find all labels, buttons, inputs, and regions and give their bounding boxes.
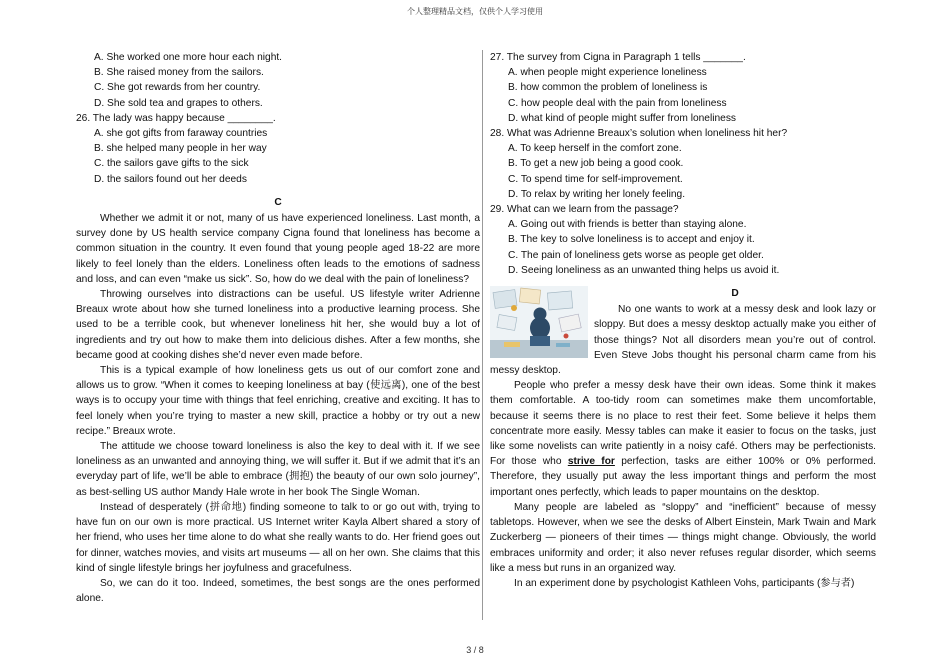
section-c-paragraph: Throwing ourselves into distractions can be useful. US lifestyle writer Adrienne Breaux wrote about how she turned loneliness into a productive learning process. She used to be a terrible cook, but whenever loneliness hit her, she would buy a lot of ingredients and try out how to make them into delicious dishes. After a few months, she became good at cooking dishes she’d never even made before. [76,289,480,361]
option-c: C. how people deal with the pain from loneliness [508,97,727,109]
option-d: D. the sailors found out her deeds [94,173,247,185]
option-c: C. To spend time for self-improvement. [508,173,683,185]
option-c: C. The pain of loneliness gets worse as people get older. [508,249,764,261]
question-26 [76,111,480,187]
question-29 [490,202,876,278]
option-c: C. the sailors gave gifts to the sick [94,158,249,170]
section-c-paragraph: This is a typical example of how loneliness gets us out of our comfort zone and allows us to grow. “When it comes to keeping loneliness at bay (使远离), one of the best ways is to occupy your time with things that feel enriching, creative and exciting. It has to feel lonely when you’re trying to master a new skill, practice a hobby or try out a new recipe.” Breaux wrote. [76,365,480,437]
underlined-phrase: strive for [567,456,615,468]
right-column [490,50,876,591]
question-28 [490,126,876,202]
question-27 [490,50,876,126]
option-c: C. She got rewards from her country. [94,82,261,94]
section-d-title: D [731,288,739,300]
option-d: D. what kind of people might suffer from loneliness [508,112,737,124]
paragraph-text: perfection, tasks are either 100% or 0% performed. Therefore, they usually put away the less important things and perform the most important ones perfectly, which leads to paper mountains on the desktop. [490,456,876,498]
option-a: A. Going out with friends is better than staying alone. [508,219,747,231]
option-d: D. She sold tea and grapes to others. [94,97,263,109]
section-d-intro-block [490,286,876,378]
option-b: B. how common the problem of loneliness is [508,82,708,94]
question-stem: 26. The lady was happy because ________. [76,112,276,124]
paragraph-text: People who prefer a messy desk have their own ideas. Some think it makes them comfortable. A too-tidy room can sometimes make them uncomfortable, because it seems there is no place to rest their feet. Some believe it helps them concentrate more easily. Messy tables can make it easier to focus on the tasks, just like some novelists can write patiently in a noisy café. Others may be perfectionists. For those who [490,380,876,468]
previous-question-options [76,50,480,111]
page-header-note: 个人整理精品文档，仅供个人学习使用 [407,7,543,16]
question-stem: 27. The survey from Cigna in Paragraph 1 tells _______. [490,52,746,63]
column-divider [482,50,483,620]
section-d-paragraph [490,378,876,500]
section-c-paragraph: The attitude we choose toward loneliness is also the key to deal with it. If we see loneliness as an unwanted and annoying thing, we will suffer it. But if we admit that it’s an everyday part of life, we’ll be able to embrace (拥抱) the beauty of our own solo journey”, as best-selling US author Mandy Hale wrote in her book The Single Woman. [76,441,480,498]
option-b: B. She raised money from the sailors. [94,67,264,79]
section-d-paragraph: No one wants to work at a messy desk and look lazy or sloppy. But does a messy desktop actually make you either of those things? Not all disorders mean you’re out of control. Even Steve Jobs thought his personal charm came from his messy desktop. [490,304,876,377]
option-d: D. To relax by writing her lonely feeling. [508,188,686,200]
option-b: B. she helped many people in her way [94,143,267,155]
page-number: 3 / 8 [466,645,484,655]
section-c-paragraph: Whether we admit it or not, many of us have experienced loneliness. Last month, a survey done by US health service company Cigna found that loneliness has become a common situation in the country. It even found that young people aged 18-22 are more likely to feel lonely than the elders. Loneliness often leads to the emotions of sadness and loss, and can even “make us sick”. So, how do we deal with the pain of loneliness? [76,213,480,285]
option-d: D. Seeing loneliness as an unwanted thing helps us avoid it. [508,264,780,276]
left-column [76,50,480,606]
section-d-paragraph: In an experiment done by psychologist Kathleen Vohs, participants (参与者) [514,577,855,589]
question-stem: 28. What was Adrienne Breaux’s solution when loneliness hit her? [490,128,788,140]
option-a: A. she got gifts from faraway countries [94,128,268,140]
option-a: A. when people might experience loneliness [508,67,707,79]
option-b: B. The key to solve loneliness is to accept and enjoy it. [508,234,755,246]
section-c-title: C [274,196,282,208]
messy-desk-illustration [490,286,588,358]
question-stem: 29. What can we learn from the passage? [490,204,679,216]
option-b: B. To get a new job being a good cook. [508,158,684,170]
section-c-paragraph: So, we can do it too. Indeed, sometimes, the best songs are the ones performed alone. [76,577,480,605]
section-d-paragraph: Many people are labeled as “sloppy” and “inefficient” because of messy tabletops. However, when we see the desks of Albert Einstein, Mark Twain and Mark Zuckerberg — pioneers of their times — things might change. Obviously, the world embraces uniformity and order; it also never refuses regular disorder, which seems like a mess but runs in an organized way. [490,501,876,574]
option-a: A. To keep herself in the comfort zone. [508,143,682,155]
option-a: A. She worked one more hour each night. [94,52,283,63]
section-c-paragraph: Instead of desperately (拼命地) finding someone to talk to or go out with, trying to have fun on our own is more practical. US Internet writer Kayla Albert shared a story of her friend, who uses her time alone to do what she really wants to do. Her friend goes out for dinner, watches movies, and visits art museums — all on her own. She claims that this kind of single lifestyle brings her joyfulness and gracefulness. [76,501,480,574]
